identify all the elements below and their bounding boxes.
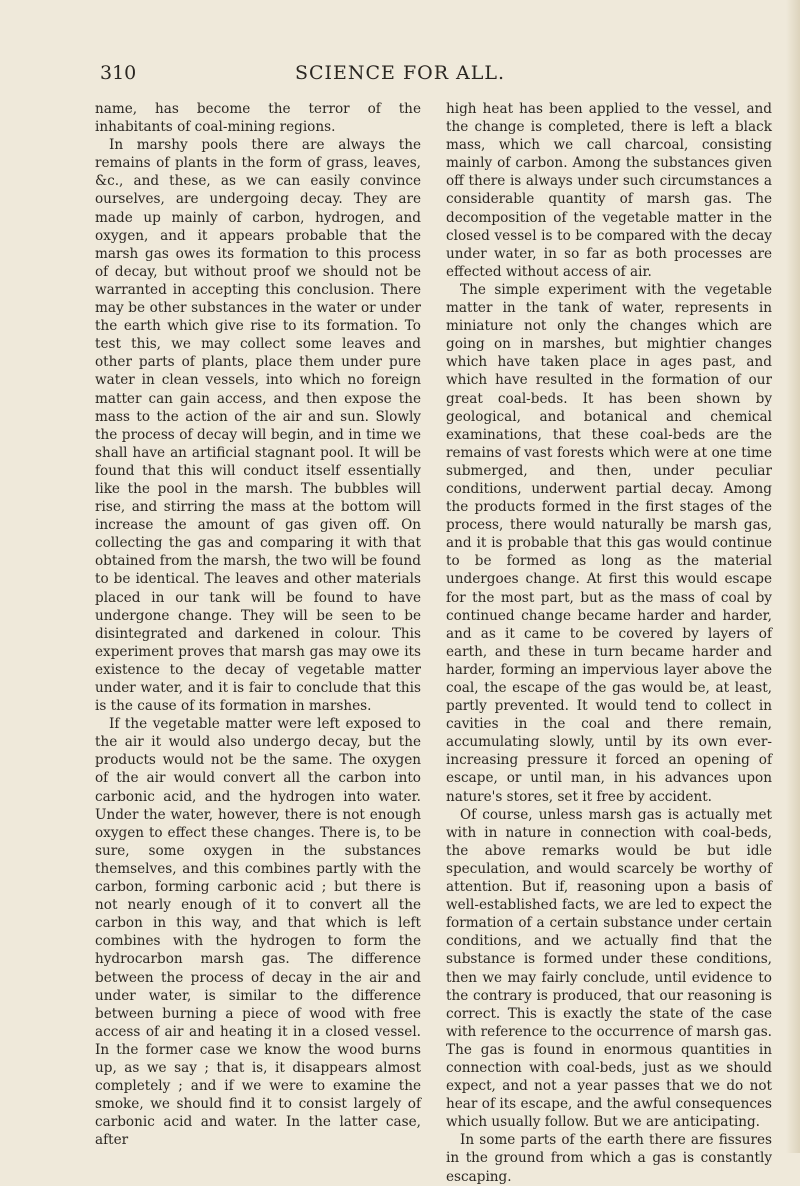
paragraph: Of course, unless marsh gas is actually met with in nature in connection with coal-beds, the above remarks would be but idle speculation, and would scarcely be worthy of attention. But if, reasoning upon a basis of well-established facts, we are led to expect the formation of a certain substance under certain conditions, and we actually find that the substance is formed under these conditions, then we may fairly conclude, until evidence to the contrary is produced, that our reasoning is correct. This is exactly the state of the case with reference to the occurrence of marsh gas. The gas is found in enormous quantities in connection with coal-beds, just as we should expect, and not a year passes that we do not hear of its escape, and the awful consequences which usually follow. But we are anticipating. [446,806,772,1131]
text-columns [95,100,775,1185]
paragraph: In marshy pools there are always the remains of plants in the form of grass, leaves, &c., and these, as we can easily convince ourselves, are undergoing decay. They are made up mainly of carbon, hydrogen, and oxygen, and it appears probable that the marsh gas owes its formation to this process of decay, but without proof we should not be warranted in accepting this conclusion. There may be other substances in the water or under the earth which give rise to its formation. To test this, we may collect some leaves and other parts of plants, place them under pure water in clean vessels, into which no foreign matter can gain access, and then expose the mass to the action of the air and sun. Slowly the process of decay will begin, and in time we shall have an artificial stagnant pool. It will be found that this will conduct itself essentially like the pool in the marsh. The bubbles will rise, and stirring the mass at the bottom will increase the amount of gas given off. On collecting the gas and comparing it with that obtained from the marsh, the two will be found to be identical. The leaves and other materials placed in our tank will be found to have undergone change. They will be seen to be disintegrated and darkened in colour. This experiment proves that marsh gas may owe its existence to the decay of vegetable matter under water, and it is fair to conclude that this is the cause of its formation in marshes. [95,137,421,715]
running-head: SCIENCE FOR ALL. [294,62,506,84]
paragraph: name, has become the terror of the inhabitants of coal-mining regions. [95,101,421,136]
page-number: 310 [100,62,137,84]
paragraph: If the vegetable matter were left exposed to the air it would also undergo decay, but the products would not be the same. The oxygen of the air would convert all the carbon into carbonic acid, and the hydrogen into water. Under the water, however, there is not enough oxygen to effect these changes. There is, to be sure, some oxygen in the substances themselves, and this combines partly with the carbon, forming carbonic acid ; but there is not nearly enough of it to convert all the carbon in this way, and that which is left combines with the hydrogen to form the hydrocarbon marsh gas. The difference between the process of decay in the air and under water, is similar to the difference between burning a piece of wood with free access of air and heating it in a closed vessel. In the former case we know the wood burns up, as we say ; that is, it disappears almost completely ; and if we were to examine the smoke, we should find it to consist largely of carbonic acid and water. In the latter case, after [95,716,421,1149]
paragraph: high heat has been applied to the vessel, and the change is completed, there is left a black mass, which we call charcoal, consisting mainly of carbon. Among the substances given off there is always under such circumstances a considerable quantity of marsh gas. The decomposition of the vegetable matter in the closed vessel is to be compared with the decay under water, in so far as both processes are effected without access of air. [446,101,772,280]
paragraph: In some parts of the earth there are fissures in the ground from which a gas is constantly escaping. [446,1132,772,1185]
paragraph: The simple experiment with the vegetable matter in the tank of water, represents in miniature not only the changes which are going on in marshes, but mightier changes which have taken place in ages past, and which have resulted in the formation of our great coal-beds. It has been shown by geological, and botanical and chemical examinations, that these coal-beds are the remains of vast forests which were at one time submerged, and then, under peculiar conditions, underwent partial decay. Among the products formed in the first stages of the process, there would naturally be marsh gas, and it is probable that this gas would continue to be formed as long as the material undergoes change. At first this would escape for the most part, but as the mass of coal by continued change became harder and harder, and as it came to be covered by layers of earth, and these in turn became harder and harder, forming an impervious layer above the coal, the escape of the gas would be, at least, partly prevented. It would tend to collect in cavities in the coal and there remain, accumulating slowly, until by its own ever-increasing pressure it forced an opening of escape, or until man, in his advances upon nature's stores, set it free by accident. [446,281,772,805]
right-column [446,100,772,1186]
left-column [95,100,421,1149]
page-edge-shading [786,0,800,1153]
page-header [0,62,800,90]
